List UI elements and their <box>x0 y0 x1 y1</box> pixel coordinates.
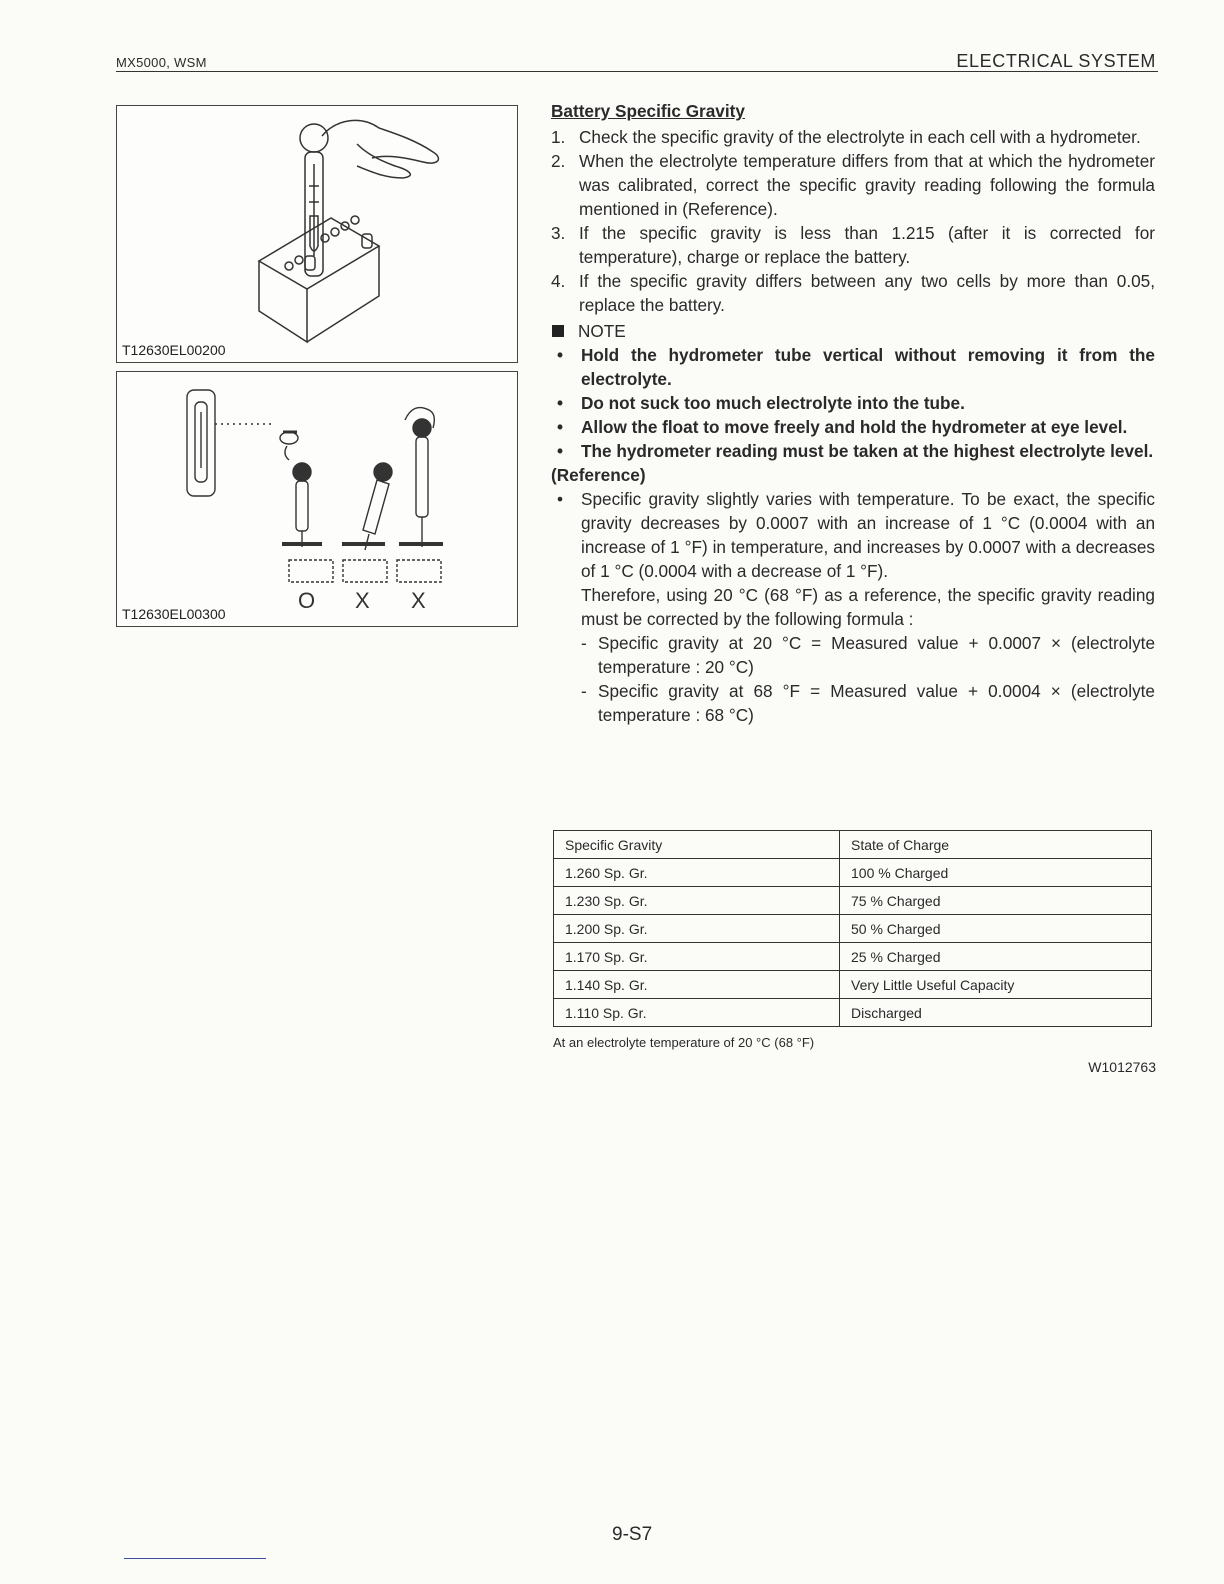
figure-code: T12630EL00300 <box>122 606 226 622</box>
step-item: 4. If the specific gravity differs between any two cells by more than 0.05, replace the battery. <box>551 271 1155 315</box>
page-number: 9-S7 <box>612 1524 653 1545</box>
reference-item: • Specific gravity slightly varies with temperature. To be exact, the specific gravity decreases by 0.0007 with an increase of 1 °C (0.0004 with an increase of 1 °F) in temperature, and increases by 0.0007 with a decreases of 1 °C (0.0004 with a decrease of 1 °F). <box>557 489 1155 581</box>
table-row: 1.110 Sp. Gr. Discharged <box>554 999 1152 1027</box>
note-item: • Do not suck too much electrolyte into the tube. <box>557 393 965 413</box>
column-header: State of Charge <box>840 831 1152 859</box>
table-header-row <box>554 831 1152 859</box>
header-divider <box>116 71 1158 72</box>
footer-line <box>124 1558 266 1559</box>
document-code: W1012763 <box>1088 1059 1156 1075</box>
formula-item: - Specific gravity at 20 °C = Measured value + 0.0007 × (electrolyte temperature : 20 °C) <box>581 633 1155 677</box>
table-row: 1.230 Sp. Gr. 75 % Charged <box>554 887 1152 915</box>
mark-correct: O <box>298 588 316 613</box>
reference-heading: (Reference) <box>551 465 646 485</box>
header-section-title: ELECTRICAL SYSTEM <box>956 51 1156 71</box>
hydrometer-reading-illustration <box>117 372 517 626</box>
figure-hydrometer-reading <box>116 371 518 627</box>
table-row: 1.140 Sp. Gr. Very Little Useful Capacity <box>554 971 1152 999</box>
table-row: 1.200 Sp. Gr. 50 % Charged <box>554 915 1152 943</box>
figure-battery-hydrometer <box>116 105 518 363</box>
mark-incorrect-2: X <box>411 588 426 613</box>
step-item: 1. Check the specific gravity of the electrolyte in each cell with a hydrometer. <box>551 127 1141 147</box>
note-heading: NOTE <box>551 319 1155 343</box>
note-item: • Allow the float to move freely and hold the hydrometer at eye level. <box>557 417 1128 437</box>
table-caption: At an electrolyte temperature of 20 °C (68 °F) <box>553 1035 815 1050</box>
note-item: • Hold the hydrometer tube vertical without removing it from the electrolyte. <box>557 345 1155 389</box>
note-square-icon <box>552 325 564 337</box>
column-header: Specific Gravity <box>554 831 840 859</box>
figure-code: T12630EL00200 <box>122 342 226 358</box>
formula-item: - Specific gravity at 68 °F = Measured value + 0.0004 × (electrolyte temperature : 68 °C) <box>581 681 1155 725</box>
reference-continuation: Therefore, using 20 °C (68 °F) as a reference, the specific gravity reading must be corrected by the following formula : <box>581 585 1155 629</box>
mark-incorrect-1: X <box>355 588 370 613</box>
table-row: 1.260 Sp. Gr. 100 % Charged <box>554 859 1152 887</box>
step-item: 3. If the specific gravity is less than 1.215 (after it is corrected for temperature), charge or replace the battery. <box>551 223 1155 267</box>
note-item: • The hydrometer reading must be taken at the highest electrolyte level. <box>557 441 1154 461</box>
table-row: 1.170 Sp. Gr. 25 % Charged <box>554 943 1152 971</box>
specific-gravity-table <box>553 830 1152 1027</box>
section-title: Battery Specific Gravity <box>551 101 745 121</box>
main-content <box>551 99 1155 727</box>
hydrometer-on-battery-illustration <box>117 106 517 362</box>
step-item: 2. When the electrolyte temperature differs from that at which the hydrometer was calibrated, correct the specific gravity reading following the formula mentioned in (Reference). <box>551 151 1155 219</box>
header-manual-id: MX5000, WSM <box>116 55 207 70</box>
